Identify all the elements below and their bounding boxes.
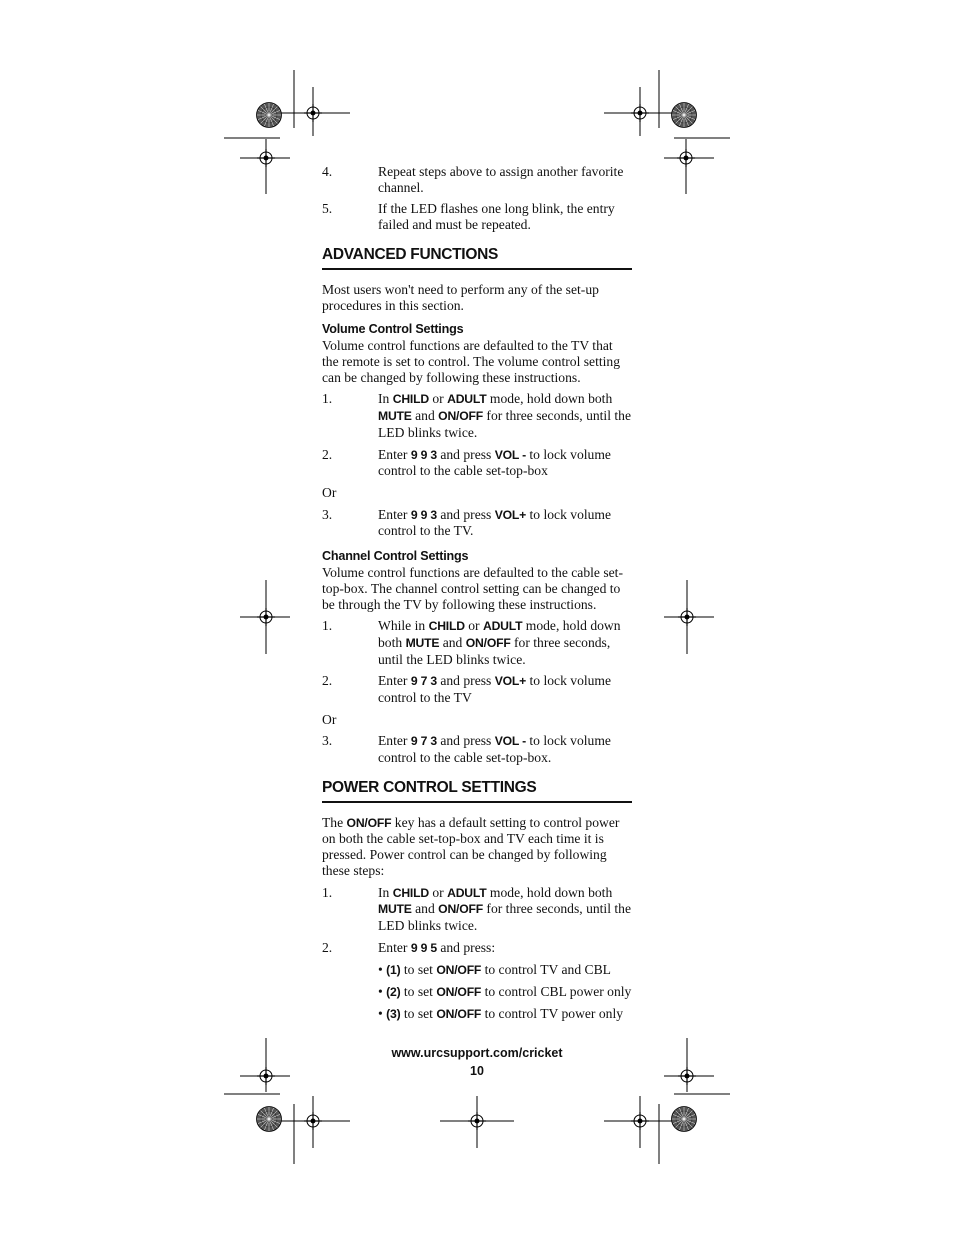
- list-item: [322, 940, 632, 957]
- bullet-item: • (2) to set ON/OFF to control CBL power only: [378, 984, 632, 1000]
- step-number: 2.: [322, 673, 333, 689]
- page-number: 10: [470, 1064, 484, 1078]
- list-item: [322, 201, 632, 233]
- key-label: CHILD: [392, 885, 429, 900]
- list-item: [322, 447, 632, 480]
- step-text: Enter 9 7 3 and press VOL - to lock volume control to the cable set-top-box.: [378, 733, 611, 766]
- key-label: ON/OFF: [438, 902, 484, 917]
- list-item: [322, 391, 632, 440]
- section-heading-advanced: ADVANCED FUNCTIONS: [322, 247, 632, 270]
- key-label: (3): [386, 1007, 401, 1022]
- key-label: 9 9 3: [410, 507, 437, 522]
- or-text: Or: [322, 484, 337, 500]
- step-text: In CHILD or ADULT mode, hold down both MUTE and ON/OFF for three seconds, until the LED blinks twice.: [378, 391, 631, 440]
- step-text: Enter 9 7 3 and press VOL+ to lock volume control to the TV: [378, 673, 612, 706]
- step-number: 3.: [322, 506, 333, 522]
- key-label: 9 7 3: [410, 674, 437, 689]
- key-label: VOL -: [494, 734, 526, 749]
- key-label: CHILD: [392, 392, 429, 407]
- key-label: MUTE: [378, 902, 412, 917]
- key-label: ON/OFF: [436, 1007, 482, 1022]
- step-number: 2.: [322, 446, 333, 462]
- key-label: 9 7 3: [410, 734, 437, 749]
- volume-description: Volume control functions are defaulted to the TV that the remote is set to control. The volume control setting can be changed by following these instructions.: [322, 338, 620, 385]
- step-number: 4.: [322, 164, 333, 179]
- list-item: [322, 733, 632, 766]
- list-item: [322, 507, 632, 540]
- key-label: CHILD: [428, 619, 465, 634]
- step-number: 3.: [322, 733, 333, 749]
- advanced-intro: Most users won't need to perform any of the set-up procedures in this section.: [322, 281, 599, 313]
- step-number: 1.: [322, 884, 333, 900]
- key-label: 9 9 5: [410, 940, 437, 955]
- key-label: ON/OFF: [436, 985, 482, 1000]
- bullet-item: • (3) to set ON/OFF to control TV power only: [378, 1006, 624, 1022]
- bullet-item: • (1) to set ON/OFF to control TV and CBL: [378, 962, 611, 978]
- key-label: ON/OFF: [438, 409, 484, 424]
- key-label: MUTE: [405, 635, 440, 650]
- step-text: While in CHILD or ADULT mode, hold down both MUTE and ON/OFF for three seconds, until the LED blinks twice.: [378, 618, 621, 667]
- step-text: In CHILD or ADULT mode, hold down both MUTE and ON/OFF for three seconds, until the LED blinks twice.: [378, 884, 631, 934]
- key-label: 9 9 3: [410, 447, 437, 462]
- list-item: [322, 618, 632, 667]
- page-footer: [0, 1044, 954, 1080]
- section-heading-power: POWER CONTROL SETTINGS: [322, 780, 632, 803]
- step-text: If the LED flashes one long blink, the entry failed and must be repeated.: [378, 201, 615, 233]
- power-intro: The ON/OFF key has a default setting to control power on both the cable set-top-box and TV each time it is pressed. Power control can be changed by following these steps:: [322, 814, 620, 879]
- step-text: Repeat steps above to assign another favorite channel.: [378, 164, 624, 195]
- step-text: Enter 9 9 3 and press VOL+ to lock volume control to the TV.: [378, 506, 612, 539]
- step-text: Enter 9 9 3 and press VOL - to lock volume control to the cable set-top-box: [378, 446, 611, 479]
- key-label: ON/OFF: [465, 635, 511, 650]
- list-item: [322, 164, 632, 196]
- subheading-volume: Volume Control Settings: [322, 322, 464, 337]
- key-label: ADULT: [447, 885, 487, 900]
- key-label: VOL+: [494, 507, 527, 522]
- list-item: [322, 673, 632, 706]
- page-content: [322, 164, 632, 1028]
- key-label: (2): [386, 985, 401, 1000]
- key-label: ADULT: [447, 392, 487, 407]
- key-label: VOL -: [494, 447, 526, 462]
- step-number: 1.: [322, 391, 333, 407]
- key-label: MUTE: [378, 409, 412, 424]
- step-text: Enter 9 9 5 and press:: [378, 939, 496, 955]
- step-number: 1.: [322, 618, 333, 634]
- step-number: 2.: [322, 939, 333, 955]
- or-text: Or: [322, 711, 337, 727]
- channel-description: Volume control functions are defaulted to the cable set-top-box. The channel control setting can be changed to be through the TV by following these instructions.: [322, 564, 623, 612]
- key-label: ON/OFF: [436, 963, 482, 978]
- key-label: VOL+: [494, 674, 527, 689]
- key-label: ADULT: [482, 619, 523, 634]
- support-url: www.urcsupport.com/cricket: [391, 1046, 563, 1060]
- key-label: (1): [386, 963, 401, 978]
- step-number: 5.: [322, 201, 333, 217]
- key-label: ON/OFF: [346, 815, 392, 830]
- list-item: [322, 885, 632, 934]
- subheading-channel: Channel Control Settings: [322, 549, 469, 564]
